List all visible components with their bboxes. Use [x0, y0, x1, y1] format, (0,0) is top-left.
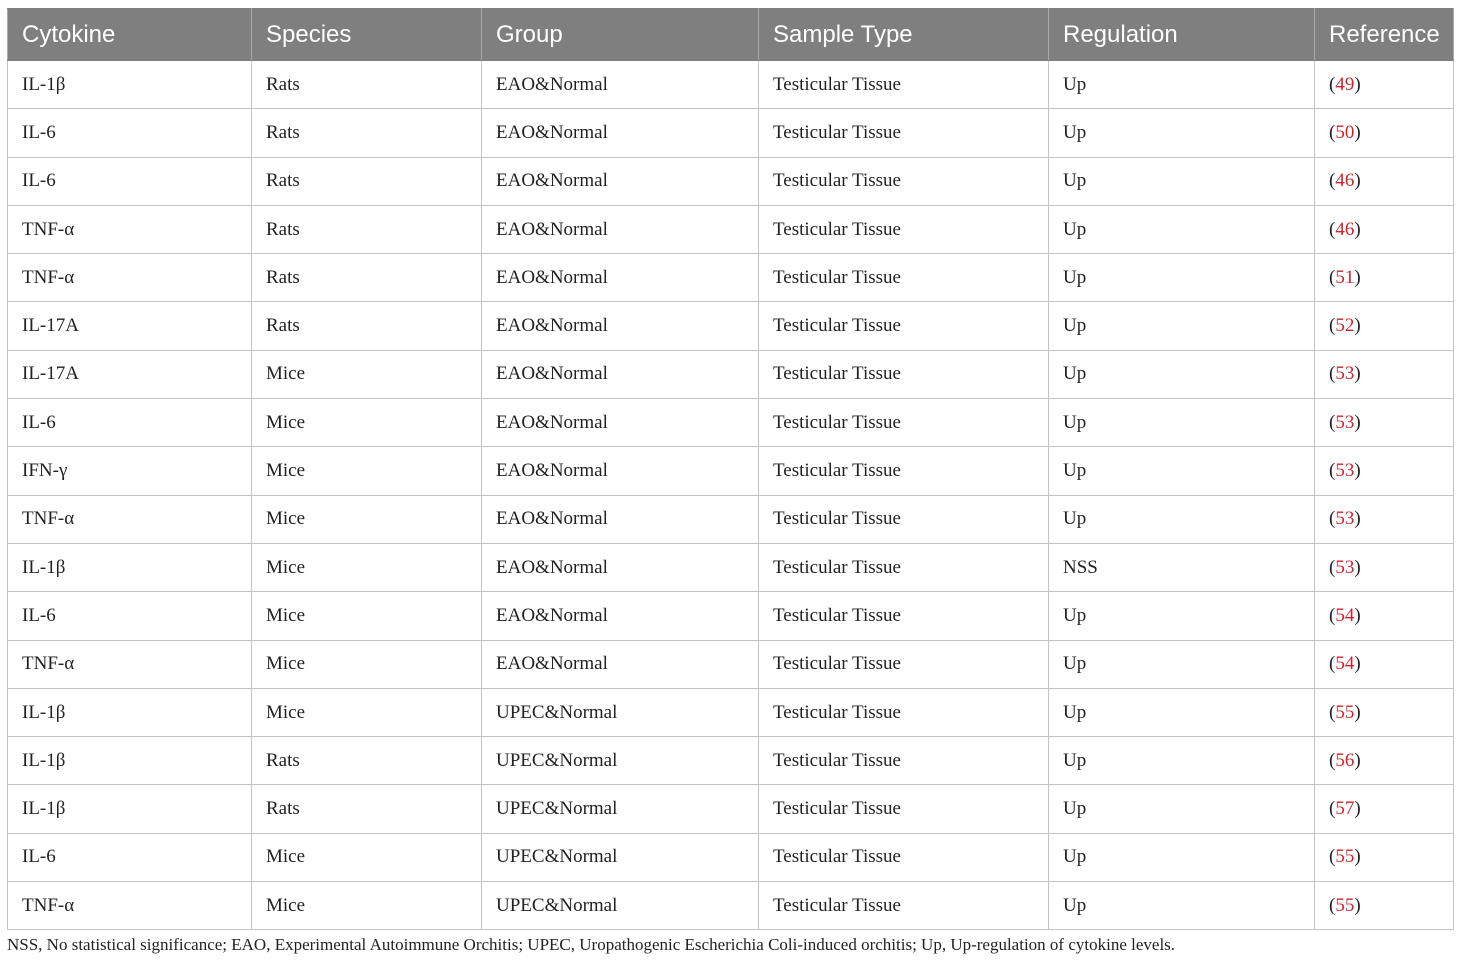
reference-link[interactable]: 55: [1335, 701, 1355, 723]
cell-sample-type: Testicular Tissue: [759, 495, 1049, 543]
cell-regulation: NSS: [1049, 543, 1315, 591]
cell-group: UPEC&Normal: [482, 882, 759, 930]
cell-reference: (55): [1315, 882, 1454, 930]
cell-sample-type: Testicular Tissue: [759, 61, 1049, 109]
cell-reference: (53): [1315, 495, 1454, 543]
cell-species: Mice: [252, 688, 482, 736]
reference-link[interactable]: 56: [1335, 749, 1355, 771]
cell-group: EAO&Normal: [482, 495, 759, 543]
cell-reference: (52): [1315, 302, 1454, 350]
reference-link[interactable]: 51: [1335, 266, 1355, 288]
reference-link[interactable]: 57: [1335, 798, 1355, 820]
cell-species: Mice: [252, 399, 482, 447]
cell-cytokine: TNF-α: [8, 640, 252, 688]
cell-reference: (55): [1315, 833, 1454, 881]
cell-group: EAO&Normal: [482, 157, 759, 205]
table-row: [8, 157, 1454, 205]
header-reference: Reference: [1315, 9, 1454, 61]
cell-sample-type: Testicular Tissue: [759, 109, 1049, 157]
cell-group: UPEC&Normal: [482, 833, 759, 881]
cell-species: Rats: [252, 61, 482, 109]
table-row: [8, 882, 1454, 930]
cell-regulation: Up: [1049, 737, 1315, 785]
cell-regulation: Up: [1049, 688, 1315, 736]
cell-species: Mice: [252, 833, 482, 881]
reference-link[interactable]: 53: [1335, 556, 1355, 578]
table-body: [8, 61, 1454, 930]
cell-regulation: Up: [1049, 495, 1315, 543]
cell-species: Mice: [252, 640, 482, 688]
table-header: [8, 9, 1454, 61]
cell-species: Mice: [252, 350, 482, 398]
cell-regulation: Up: [1049, 399, 1315, 447]
table-row: [8, 833, 1454, 881]
cell-reference: (49): [1315, 61, 1454, 109]
cell-group: UPEC&Normal: [482, 737, 759, 785]
table-row: [8, 447, 1454, 495]
cell-cytokine: TNF-α: [8, 205, 252, 253]
header-cytokine: Cytokine: [8, 9, 252, 61]
cell-species: Mice: [252, 495, 482, 543]
table-row: [8, 543, 1454, 591]
cell-regulation: Up: [1049, 833, 1315, 881]
cell-group: EAO&Normal: [482, 205, 759, 253]
cell-species: Mice: [252, 447, 482, 495]
cell-regulation: Up: [1049, 109, 1315, 157]
table-footnote: NSS, No statistical significance; EAO, Experimental Autoimmune Orchitis; UPEC, Uropathogenic Escherichia Coli-induced orchitis; Up, Up-regulation of cytokine levels.: [7, 935, 1176, 954]
cell-group: EAO&Normal: [482, 302, 759, 350]
reference-link[interactable]: 54: [1335, 604, 1355, 626]
cell-regulation: Up: [1049, 447, 1315, 495]
cell-cytokine: IL-6: [8, 833, 252, 881]
reference-link[interactable]: 46: [1335, 170, 1355, 192]
cell-species: Mice: [252, 543, 482, 591]
cell-cytokine: IL-6: [8, 399, 252, 447]
cell-group: EAO&Normal: [482, 109, 759, 157]
cell-regulation: Up: [1049, 254, 1315, 302]
header-regulation: Regulation: [1049, 9, 1315, 61]
reference-link[interactable]: 53: [1335, 508, 1355, 530]
cell-species: Mice: [252, 592, 482, 640]
cell-cytokine: IL-1β: [8, 61, 252, 109]
table-row: [8, 109, 1454, 157]
cell-sample-type: Testicular Tissue: [759, 157, 1049, 205]
cell-species: Mice: [252, 882, 482, 930]
cell-reference: (53): [1315, 543, 1454, 591]
table-row: [8, 495, 1454, 543]
table-row: [8, 640, 1454, 688]
cell-cytokine: IL-6: [8, 592, 252, 640]
cell-cytokine: TNF-α: [8, 254, 252, 302]
cell-cytokine: IL-1β: [8, 785, 252, 833]
cell-species: Rats: [252, 205, 482, 253]
table-row: [8, 61, 1454, 109]
cell-reference: (50): [1315, 109, 1454, 157]
cell-sample-type: Testicular Tissue: [759, 302, 1049, 350]
cell-cytokine: IL-17A: [8, 350, 252, 398]
table-row: [8, 205, 1454, 253]
cell-cytokine: IL-1β: [8, 737, 252, 785]
cytokine-table: [7, 8, 1454, 930]
cell-regulation: Up: [1049, 205, 1315, 253]
table-row: [8, 785, 1454, 833]
cell-cytokine: TNF-α: [8, 882, 252, 930]
cell-sample-type: Testicular Tissue: [759, 882, 1049, 930]
cell-group: EAO&Normal: [482, 399, 759, 447]
reference-link[interactable]: 54: [1335, 653, 1355, 675]
cell-sample-type: Testicular Tissue: [759, 254, 1049, 302]
reference-link[interactable]: 49: [1335, 73, 1355, 95]
table-row: [8, 737, 1454, 785]
cell-reference: (53): [1315, 399, 1454, 447]
cell-sample-type: Testicular Tissue: [759, 592, 1049, 640]
cell-sample-type: Testicular Tissue: [759, 737, 1049, 785]
reference-link[interactable]: 53: [1335, 460, 1355, 482]
cell-cytokine: IL-6: [8, 109, 252, 157]
cell-cytokine: IL-1β: [8, 688, 252, 736]
cell-cytokine: TNF-α: [8, 495, 252, 543]
cell-cytokine: IL-17A: [8, 302, 252, 350]
cell-sample-type: Testicular Tissue: [759, 447, 1049, 495]
cell-group: EAO&Normal: [482, 592, 759, 640]
cell-sample-type: Testicular Tissue: [759, 543, 1049, 591]
cell-sample-type: Testicular Tissue: [759, 399, 1049, 447]
cell-group: EAO&Normal: [482, 61, 759, 109]
cell-species: Rats: [252, 785, 482, 833]
cell-sample-type: Testicular Tissue: [759, 205, 1049, 253]
reference-link[interactable]: 55: [1335, 846, 1355, 868]
cell-sample-type: Testicular Tissue: [759, 688, 1049, 736]
cell-reference: (46): [1315, 205, 1454, 253]
cell-cytokine: IL-6: [8, 157, 252, 205]
cell-reference: (46): [1315, 157, 1454, 205]
reference-link[interactable]: 52: [1335, 315, 1355, 337]
cell-reference: (51): [1315, 254, 1454, 302]
cell-sample-type: Testicular Tissue: [759, 640, 1049, 688]
cell-regulation: Up: [1049, 350, 1315, 398]
reference-link[interactable]: 55: [1335, 894, 1355, 916]
reference-link[interactable]: 53: [1335, 363, 1355, 385]
cell-group: EAO&Normal: [482, 447, 759, 495]
cell-regulation: Up: [1049, 882, 1315, 930]
cell-reference: (53): [1315, 447, 1454, 495]
cell-regulation: Up: [1049, 785, 1315, 833]
reference-link[interactable]: 50: [1335, 121, 1355, 143]
cell-cytokine: IFN-γ: [8, 447, 252, 495]
header-row: [8, 9, 1454, 61]
cell-regulation: Up: [1049, 157, 1315, 205]
reference-link[interactable]: 53: [1335, 411, 1355, 433]
cell-sample-type: Testicular Tissue: [759, 833, 1049, 881]
cell-reference: (54): [1315, 640, 1454, 688]
cell-reference: (55): [1315, 688, 1454, 736]
cell-reference: (57): [1315, 785, 1454, 833]
cell-regulation: Up: [1049, 592, 1315, 640]
cell-group: EAO&Normal: [482, 254, 759, 302]
cytokine-table-container: [7, 8, 1453, 930]
cell-reference: (53): [1315, 350, 1454, 398]
table-row: [8, 399, 1454, 447]
table-row: [8, 688, 1454, 736]
cell-sample-type: Testicular Tissue: [759, 785, 1049, 833]
reference-link[interactable]: 46: [1335, 218, 1355, 240]
cell-sample-type: Testicular Tissue: [759, 350, 1049, 398]
cell-species: Rats: [252, 254, 482, 302]
cell-group: EAO&Normal: [482, 543, 759, 591]
cell-reference: (54): [1315, 592, 1454, 640]
cell-species: Rats: [252, 302, 482, 350]
cell-group: UPEC&Normal: [482, 688, 759, 736]
table-row: [8, 254, 1454, 302]
cell-species: Rats: [252, 737, 482, 785]
cell-cytokine: IL-1β: [8, 543, 252, 591]
header-group: Group: [482, 9, 759, 61]
table-row: [8, 302, 1454, 350]
cell-species: Rats: [252, 157, 482, 205]
header-species: Species: [252, 9, 482, 61]
header-sample-type: Sample Type: [759, 9, 1049, 61]
cell-species: Rats: [252, 109, 482, 157]
cell-group: EAO&Normal: [482, 350, 759, 398]
cell-regulation: Up: [1049, 640, 1315, 688]
cell-reference: (56): [1315, 737, 1454, 785]
cell-group: EAO&Normal: [482, 640, 759, 688]
table-row: [8, 350, 1454, 398]
table-row: [8, 592, 1454, 640]
cell-group: UPEC&Normal: [482, 785, 759, 833]
cell-regulation: Up: [1049, 61, 1315, 109]
cell-regulation: Up: [1049, 302, 1315, 350]
